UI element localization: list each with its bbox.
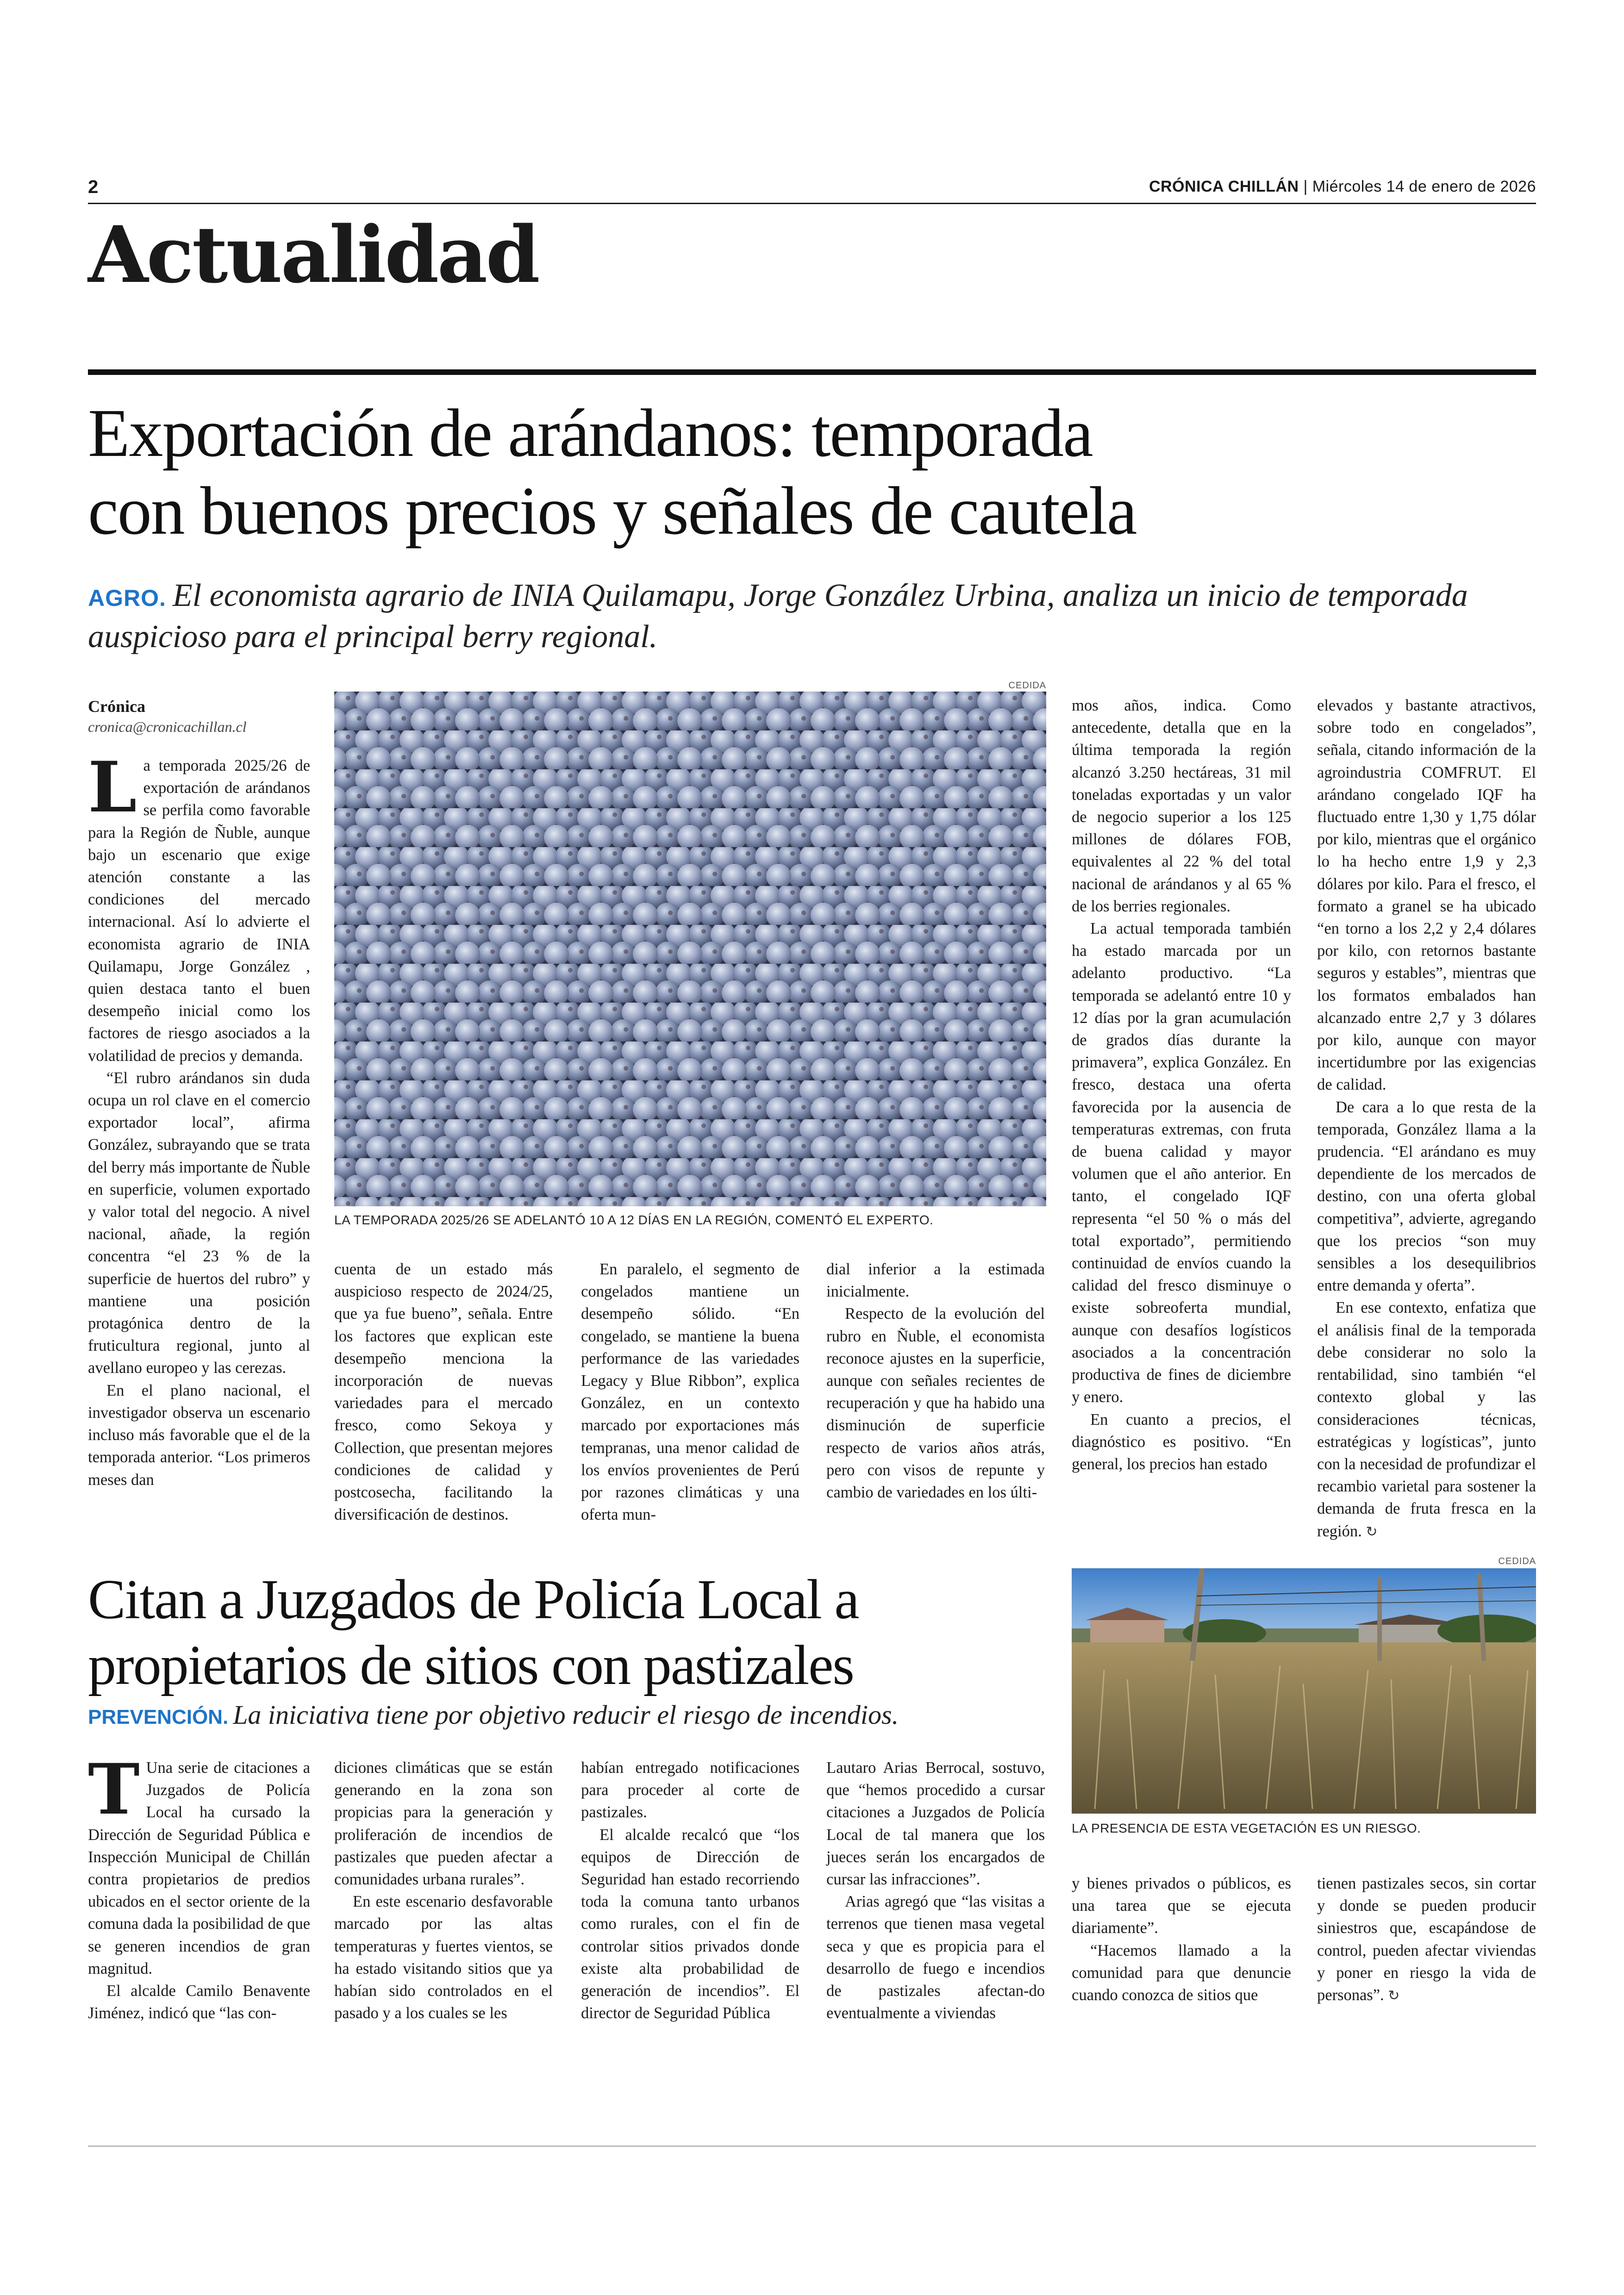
footer-rule — [88, 2145, 1536, 2147]
paragraph: La actual temporada también ha estado marcada por un adelanto productivo. “La temporada se adelantó entre 10 y 12 días por la gran acumulación de grados días durante la primavera”, explica González. En fresco, destaca una oferta favorecida por la ausencia de temperaturas extremas, con fruta de buena calidad y mayor volumen que el año anterior. En tanto, el congelado IQF representa “el 50 % o más del total exportado”, permitiendo continuidad de envíos cuando la calidad del fresco disminuye o existe sobreoferta mundial, aunque con desafíos logísticos asociados a la concentración productiva de fines de diciembre y enero. — [1072, 920, 1291, 1406]
headline-line: Exportación de arándanos: temporada — [88, 395, 1093, 471]
drop-cap: T — [88, 1749, 140, 1830]
article1-kicker-text: El economista agrario de INIA Quilamapu, Jorge González Urbina, analiza un inicio de temporada auspicioso para el principal berry regional. — [88, 578, 1468, 655]
paragraph: Respecto de la evolución del rubro en Ñuble, el economista reconoce ajustes en la superficie, aunque con señales recientes de recuperación y que ha habido una disminución de superficie respecto de varios años atrás, pero con visos de repunte y cambio de variedades en los últi- — [826, 1305, 1045, 1502]
article1-author: Crónica — [88, 697, 145, 716]
section-rule — [88, 369, 1536, 375]
article2-column-3 — [581, 1757, 800, 2024]
paragraph: En cuanto a precios, el diagnóstico es positivo. “En general, los precios han estado — [1072, 1410, 1291, 1473]
end-mark-icon: ↻ — [1366, 1523, 1378, 1540]
dry-grass-illustration — [1072, 1568, 1536, 1814]
paragraph: y bienes privados o públicos, es una tarea que se ejecuta diariamente”. — [1072, 1875, 1291, 1937]
article2-tag: PREVENCIÓN. — [88, 1706, 229, 1728]
paragraph: En el plano nacional, el investigador observa un escenario incluso más favorable que el de la temporada anterior. “Los primeros meses dan — [88, 1381, 310, 1489]
article1-kicker — [88, 576, 1536, 656]
article2-headline — [88, 1567, 1060, 1698]
photo-caption: LA TEMPORADA 2025/26 SE ADELANTÓ 10 A 12 DÍAS EN LA REGIÓN, COMENTÓ EL EXPERTO. — [334, 1213, 934, 1227]
dry-grass-lot-photo — [1072, 1568, 1536, 1814]
paragraph: cuenta de un estado más auspicioso respecto de 2024/25, que ya fue bueno”, señala. Entre los factores que explican este desempeño menciona la incorporación de nuevas variedades para el mercado fresco, como Sekoya y Collection, que presentan mejores condiciones de calidad y postcosecha, facilitando la diversificación de destinos. — [334, 1260, 553, 1524]
paragraph: a temporada 2025/26 de exportación de arándanos se perfila como favorable para la Región de Ñuble, aunque bajo un escenario que exige atención constante a las condiciones del mercado internacional. Así lo advierte el economista agrario de INIA Quilamapu, Jorge González , quien destaca tanto el buen desempeño inicial como los factores de riesgo asociados a la volatilidad de precios y demanda. — [88, 757, 310, 1065]
blueberries-illustration — [334, 692, 1046, 1206]
article1-column-1 — [88, 747, 310, 1491]
paragraph: dial inferior a la estimada inicialmente. — [826, 1260, 1045, 1301]
article2-column-5 — [1072, 1872, 1291, 2006]
paragraph: “Hacemos llamado a la comunidad para que denuncie cuando conozca de sitios que — [1072, 1941, 1291, 2004]
photo-credit: CEDIDA — [1008, 680, 1046, 691]
paragraph: En paralelo, el segmento de congelados mantiene un desempeño sólido. “En congelado, se mantiene la buena performance de las variedades Legacy y Blue Ribbon”, explica González, en un contexto marcado por exportaciones más tempranas, una menor calidad de los envíos provenientes de Perú por razones climáticas y una oferta mun- — [581, 1260, 800, 1524]
paragraph: El alcalde Camilo Benavente Jiménez, indicó que “las con- — [88, 1982, 310, 2022]
article1-tag: AGRO. — [88, 585, 166, 611]
header-separator: | — [1299, 178, 1312, 195]
paragraph: habían entregado notificaciones para proceder al corte de pastizales. — [581, 1759, 800, 1821]
paragraph: Lautaro Arias Berrocal, sostuvo, que “hemos procedido a cursar citaciones a Juzgados de Policía Local de tal manera que los jueces serán los encargados de cursar las infracciones”. — [826, 1759, 1045, 1889]
article2-column-1 — [88, 1749, 310, 2024]
publication-date: Miércoles 14 de enero de 2026 — [1312, 178, 1536, 195]
paragraph: “El rubro arándanos sin duda ocupa un rol clave en el comercio exportador local”, afirma González, subrayando que se trata del berry más importante de Ñuble en superficie, volumen exportado y valor total del negocio. A nivel nacional, añade, la región concentra “el 23 % de la superficie de huertos del rubro” y mantiene una posición protagónica dentro de la fruticultura regional, junto al avellano europeo y las cerezas. — [88, 1069, 310, 1377]
paragraph: De cara a lo que resta de la temporada, González llama a la prudencia. “El arándano es muy dependiente de los mercados de destino, con una oferta global competitiva”, advierte, agregando que los precios “son muy sensibles a los desequilibrios entre demanda y oferta”. — [1317, 1098, 1536, 1295]
headline-line: con buenos precios y señales de cautela — [88, 473, 1137, 549]
paragraph: En este escenario desfavorable marcado por las altas temperaturas y fuertes vientos, se ha estado visitando sitios que ya habían sido controlados en el pasado y a los cuales se les — [334, 1893, 553, 2022]
end-mark-icon: ↻ — [1388, 1988, 1400, 2004]
article1-headline — [88, 394, 1536, 550]
article2-column-4 — [826, 1757, 1045, 2024]
article2-column-6 — [1317, 1872, 1536, 2007]
photo-caption: LA PRESENCIA DE ESTA VEGETACIÓN ES UN RIESGO. — [1072, 1821, 1421, 1835]
paragraph: Arias agregó que “las visitas a terrenos que tienen masa vegetal seca y que es propicia para el desarrollo de fuego e incendios de pastizales afectan-do eventualmente a viviendas — [826, 1893, 1045, 2022]
paragraph: tienen pastizales secos, sin cortar y donde se pueden producir siniestros que, escapándose de control, pueden afectar viviendas y poner en riesgo la vida de personas”. — [1317, 1875, 1536, 2004]
headline-line: propietarios de sitios con pastizales — [88, 1634, 854, 1696]
article1-column-5 — [1072, 694, 1291, 1475]
photo-credit: CEDIDA — [1498, 1556, 1536, 1566]
paragraph: elevados y bastante atractivos, sobre todo en congelados”, señala, citando información de la agroindustria COMFRUT. El arándano congelado IQF ha fluctuado entre 1,30 y 1,75 dólar por kilo, mientras que el orgánico lo ha hecho entre 1,9 y 2,3 dólares por kilo. Para el fresco, el formato a granel se ha ubicado “en torno a los 2,2 y 2,4 dólares por kilo, con retornos bastante seguros y estables”, mientras que los formatos embalados han alcanzado entre 2,7 y 3 dólares por kilo, aunque con mayor incertidumbre por las exigencias de calidad. — [1317, 697, 1536, 1094]
running-header — [1149, 178, 1536, 196]
article1-column-3 — [581, 1258, 800, 1526]
paragraph: En ese contexto, enfatiza que el análisis final de la temporada debe considerar no solo la rentabilidad, sino también “el contexto global y las consideraciones técnicas, estratégicas y logísticas”, junto con la necesidad de profundizar el recambio varietal para sostener la demanda de fruta fresca en la región. — [1317, 1299, 1536, 1540]
article2-kicker-text: La iniciativa tiene por objetivo reducir el riesgo de incendios. — [233, 1700, 899, 1730]
article1-column-6 — [1317, 694, 1536, 1543]
drop-cap: L — [88, 747, 137, 828]
article1-column-4 — [826, 1258, 1045, 1503]
headline-line: Citan a Juzgados de Policía Local a — [88, 1568, 859, 1631]
paragraph: Una serie de citaciones a Juzgados de Policía Local ha cursado la Dirección de Seguridad Pública e Inspección Municipal de Chillán contra propietarios de predios ubicados en el sector oriente de la comuna dada la posibilidad de que se generen incendios de gran magnitud. — [88, 1759, 310, 1977]
paragraph: diciones climáticas que se están generando en la zona son propicias para la generación y proliferación de incendios de pastizales que pueden afectar a comunidades urbana rurales”. — [334, 1759, 553, 1889]
header-rule — [88, 203, 1536, 204]
section-title: Actualidad — [88, 209, 538, 300]
publication-name: CRÓNICA CHILLÁN — [1149, 178, 1299, 195]
article2-kicker — [88, 1699, 1060, 1734]
article1-author-email[interactable]: cronica@cronicachillan.cl — [88, 718, 247, 735]
page-number: 2 — [88, 177, 99, 197]
blueberries-photo — [334, 692, 1046, 1206]
article2-column-2 — [334, 1757, 553, 2024]
article1-column-2 — [334, 1258, 553, 1526]
paragraph: mos años, indica. Como antecedente, detalla que en la última temporada la región alcanzó 3.250 hectáreas, 31 mil toneladas exportadas y un valor de negocio superior a los 125 millones de dólares FOB, equivalentes al 22 % del total nacional de arándanos y al 65 % de los berries regionales. — [1072, 697, 1291, 915]
paragraph: El alcalde recalcó que “los equipos de Dirección de Seguridad han estado recorriendo toda la comuna tanto urbanos como rurales, con el fin de controlar sitios privados donde existe alta probabilidad de generación de incendios”. El director de Seguridad Pública — [581, 1826, 800, 2022]
